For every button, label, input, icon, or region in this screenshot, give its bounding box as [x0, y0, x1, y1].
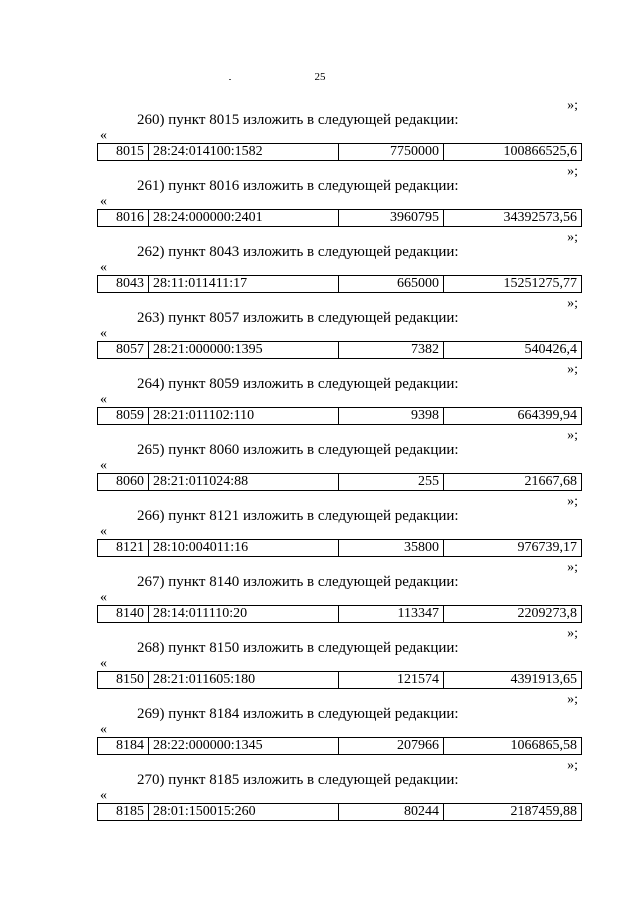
closing-quote: »; — [567, 230, 578, 245]
area-cell: 80244 — [339, 804, 444, 821]
amendment-heading: 269) пункт 8184 изложить в следующей редакции: — [137, 706, 459, 722]
amendment-entry — [0, 560, 640, 636]
closing-quote: »; — [567, 626, 578, 641]
opening-quote: « — [100, 260, 107, 275]
table-row — [98, 342, 582, 359]
area-cell: 35800 — [339, 540, 444, 557]
amendment-heading: 265) пункт 8060 изложить в следующей редакции: — [137, 442, 459, 458]
area-cell: 7382 — [339, 342, 444, 359]
table-row — [98, 672, 582, 689]
cadastral-number-cell: 28:21:000000:1395 — [149, 342, 339, 359]
area-cell: 255 — [339, 474, 444, 491]
value-cell: 21667,68 — [444, 474, 582, 491]
cadastral-number-cell: 28:21:011102:110 — [149, 408, 339, 425]
cadastral-number-cell: 28:21:011605:180 — [149, 672, 339, 689]
amendment-table — [97, 143, 582, 161]
value-cell: 4391913,65 — [444, 672, 582, 689]
cadastral-number-cell: 28:01:150015:260 — [149, 804, 339, 821]
closing-quote: »; — [567, 362, 578, 377]
amendment-heading: 270) пункт 8185 изложить в следующей редакции: — [137, 772, 459, 788]
amendment-heading: 260) пункт 8015 изложить в следующей редакции: — [137, 112, 459, 128]
amendment-entry — [0, 98, 640, 174]
amendment-entry — [0, 692, 640, 768]
item-number-cell: 8043 — [98, 276, 149, 293]
closing-quote: »; — [567, 494, 578, 509]
opening-quote: « — [100, 722, 107, 737]
closing-quote: »; — [567, 296, 578, 311]
value-cell: 34392573,56 — [444, 210, 582, 227]
item-number-cell: 8060 — [98, 474, 149, 491]
table-row — [98, 540, 582, 557]
amendment-entry — [0, 494, 640, 570]
amendment-table — [97, 671, 582, 689]
cadastral-number-cell: 28:10:004011:16 — [149, 540, 339, 557]
cadastral-number-cell: 28:24:000000:2401 — [149, 210, 339, 227]
area-cell: 665000 — [339, 276, 444, 293]
table-row — [98, 210, 582, 227]
closing-quote: »; — [567, 164, 578, 179]
amendment-table — [97, 341, 582, 359]
closing-quote: »; — [567, 758, 578, 773]
area-cell: 3960795 — [339, 210, 444, 227]
closing-quote: »; — [567, 428, 578, 443]
cadastral-number-cell: 28:11:011411:17 — [149, 276, 339, 293]
opening-quote: « — [100, 590, 107, 605]
scan-speck — [229, 79, 231, 80]
amendment-entry — [0, 626, 640, 702]
opening-quote: « — [100, 128, 107, 143]
value-cell: 540426,4 — [444, 342, 582, 359]
table-row — [98, 738, 582, 755]
amendment-table — [97, 803, 582, 821]
amendment-heading: 268) пункт 8150 изложить в следующей редакции: — [137, 640, 459, 656]
opening-quote: « — [100, 194, 107, 209]
cadastral-number-cell: 28:14:011110:20 — [149, 606, 339, 623]
amendment-table — [97, 275, 582, 293]
opening-quote: « — [100, 524, 107, 539]
amendment-table — [97, 737, 582, 755]
amendment-entry — [0, 230, 640, 306]
amendment-heading: 264) пункт 8059 изложить в следующей редакции: — [137, 376, 459, 392]
area-cell: 113347 — [339, 606, 444, 623]
amendment-entry — [0, 362, 640, 438]
table-row — [98, 474, 582, 491]
item-number-cell: 8015 — [98, 144, 149, 161]
value-cell: 2209273,8 — [444, 606, 582, 623]
cadastral-number-cell: 28:21:011024:88 — [149, 474, 339, 491]
item-number-cell: 8150 — [98, 672, 149, 689]
value-cell: 1066865,58 — [444, 738, 582, 755]
area-cell: 121574 — [339, 672, 444, 689]
item-number-cell: 8057 — [98, 342, 149, 359]
cadastral-number-cell: 28:24:014100:1582 — [149, 144, 339, 161]
page-number: 25 — [314, 71, 326, 83]
amendment-table — [97, 605, 582, 623]
closing-quote: »; — [567, 560, 578, 575]
amendment-heading: 266) пункт 8121 изложить в следующей редакции: — [137, 508, 459, 524]
opening-quote: « — [100, 458, 107, 473]
amendment-heading: 263) пункт 8057 изложить в следующей редакции: — [137, 310, 459, 326]
item-number-cell: 8184 — [98, 738, 149, 755]
amendment-entry — [0, 758, 640, 834]
opening-quote: « — [100, 788, 107, 803]
closing-quote: »; — [567, 98, 578, 113]
amendment-heading: 267) пункт 8140 изложить в следующей редакции: — [137, 574, 459, 590]
value-cell: 664399,94 — [444, 408, 582, 425]
area-cell: 7750000 — [339, 144, 444, 161]
opening-quote: « — [100, 656, 107, 671]
table-row — [98, 804, 582, 821]
amendment-entry — [0, 428, 640, 504]
table-row — [98, 606, 582, 623]
amendment-entry — [0, 164, 640, 240]
area-cell: 207966 — [339, 738, 444, 755]
amendment-entry — [0, 296, 640, 372]
amendment-table — [97, 407, 582, 425]
opening-quote: « — [100, 326, 107, 341]
amendment-table — [97, 539, 582, 557]
amendment-table — [97, 209, 582, 227]
value-cell: 15251275,77 — [444, 276, 582, 293]
area-cell: 9398 — [339, 408, 444, 425]
opening-quote: « — [100, 392, 107, 407]
amendment-table — [97, 473, 582, 491]
closing-quote: »; — [567, 692, 578, 707]
item-number-cell: 8059 — [98, 408, 149, 425]
value-cell: 100866525,6 — [444, 144, 582, 161]
amendment-heading: 261) пункт 8016 изложить в следующей редакции: — [137, 178, 459, 194]
cadastral-number-cell: 28:22:000000:1345 — [149, 738, 339, 755]
value-cell: 2187459,88 — [444, 804, 582, 821]
item-number-cell: 8140 — [98, 606, 149, 623]
item-number-cell: 8185 — [98, 804, 149, 821]
item-number-cell: 8121 — [98, 540, 149, 557]
item-number-cell: 8016 — [98, 210, 149, 227]
table-row — [98, 276, 582, 293]
amendment-heading: 262) пункт 8043 изложить в следующей редакции: — [137, 244, 459, 260]
table-row — [98, 408, 582, 425]
table-row — [98, 144, 582, 161]
value-cell: 976739,17 — [444, 540, 582, 557]
